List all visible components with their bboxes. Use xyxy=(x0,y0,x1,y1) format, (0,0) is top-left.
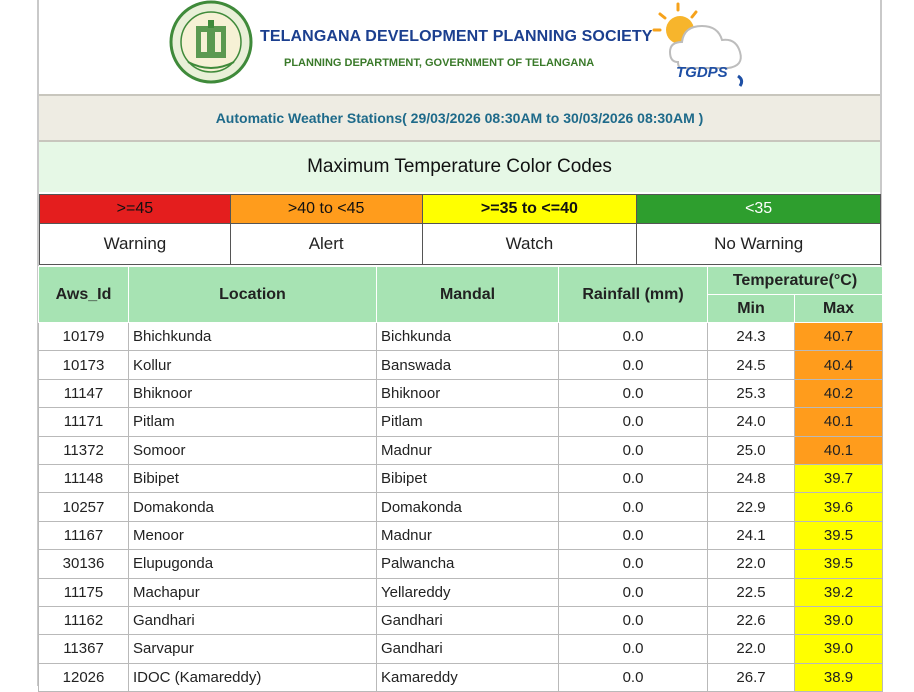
cell-rainfall: 0.0 xyxy=(559,550,708,578)
cell-max: 39.0 xyxy=(795,606,883,634)
cell-location: Kollur xyxy=(129,351,377,379)
cell-rainfall: 0.0 xyxy=(559,408,708,436)
table-row xyxy=(39,351,883,379)
cell-min: 24.0 xyxy=(708,408,795,436)
cell-aws-id: 11148 xyxy=(39,464,129,492)
org-title: TELANGANA DEVELOPMENT PLANNING SOCIETY xyxy=(260,28,653,45)
table-row xyxy=(39,521,883,549)
cell-mandal: Madnur xyxy=(377,521,559,549)
cell-aws-id: 11167 xyxy=(39,521,129,549)
cell-location: Bhichkunda xyxy=(129,323,377,351)
code-range-no-warning: <35 xyxy=(637,195,881,224)
cell-aws-id: 11367 xyxy=(39,635,129,663)
cell-location: Sarvapur xyxy=(129,635,377,663)
cell-mandal: Bibipet xyxy=(377,464,559,492)
color-codes-title: Maximum Temperature Color Codes xyxy=(39,142,880,192)
weather-table xyxy=(38,266,883,692)
cell-max: 38.9 xyxy=(795,663,883,691)
cell-location: Elupugonda xyxy=(129,550,377,578)
cell-aws-id: 11171 xyxy=(39,408,129,436)
cell-min: 22.0 xyxy=(708,635,795,663)
cell-rainfall: 0.0 xyxy=(559,521,708,549)
header-temperature: Temperature(°C) xyxy=(708,267,883,295)
cell-location: Domakonda xyxy=(129,493,377,521)
cell-mandal: Kamareddy xyxy=(377,663,559,691)
cell-location: Machapur xyxy=(129,578,377,606)
cell-location: Menoor xyxy=(129,521,377,549)
cell-aws-id: 12026 xyxy=(39,663,129,691)
cell-aws-id: 11162 xyxy=(39,606,129,634)
telangana-emblem-icon xyxy=(166,0,256,84)
header-rainfall: Rainfall (mm) xyxy=(559,267,708,323)
cell-aws-id: 10173 xyxy=(39,351,129,379)
cell-location: IDOC (Kamareddy) xyxy=(129,663,377,691)
cell-mandal: Banswada xyxy=(377,351,559,379)
code-range-watch: >=35 to <=40 xyxy=(422,195,637,224)
cell-max: 40.2 xyxy=(795,379,883,407)
cell-mandal: Bhiknoor xyxy=(377,379,559,407)
cell-location: Pitlam xyxy=(129,408,377,436)
cell-min: 24.8 xyxy=(708,464,795,492)
cell-mandal: Bichkunda xyxy=(377,323,559,351)
cell-rainfall: 0.0 xyxy=(559,635,708,663)
cell-min: 25.3 xyxy=(708,379,795,407)
cell-rainfall: 0.0 xyxy=(559,436,708,464)
cell-max: 40.1 xyxy=(795,408,883,436)
cell-max: 39.0 xyxy=(795,635,883,663)
cell-aws-id: 11175 xyxy=(39,578,129,606)
header-aws-id: Aws_Id xyxy=(39,267,129,323)
table-row xyxy=(39,408,883,436)
table-row xyxy=(39,436,883,464)
cell-min: 24.1 xyxy=(708,521,795,549)
code-label-alert: Alert xyxy=(230,224,422,265)
org-subtitle: PLANNING DEPARTMENT, GOVERNMENT OF TELANGANA xyxy=(284,57,595,69)
cell-min: 22.6 xyxy=(708,606,795,634)
cell-rainfall: 0.0 xyxy=(559,379,708,407)
cell-aws-id: 10179 xyxy=(39,323,129,351)
cell-aws-id: 11147 xyxy=(39,379,129,407)
cell-max: 39.7 xyxy=(795,464,883,492)
table-row xyxy=(39,379,883,407)
cell-mandal: Yellareddy xyxy=(377,578,559,606)
cell-location: Bhiknoor xyxy=(129,379,377,407)
cell-mandal: Gandhari xyxy=(377,635,559,663)
cell-min: 22.9 xyxy=(708,493,795,521)
cell-min: 25.0 xyxy=(708,436,795,464)
cell-location: Gandhari xyxy=(129,606,377,634)
cell-min: 24.5 xyxy=(708,351,795,379)
header-location: Location xyxy=(129,267,377,323)
cell-max: 39.5 xyxy=(795,550,883,578)
cell-max: 39.6 xyxy=(795,493,883,521)
cell-location: Bibipet xyxy=(129,464,377,492)
cell-max: 39.5 xyxy=(795,521,883,549)
header xyxy=(0,0,914,95)
cell-rainfall: 0.0 xyxy=(559,493,708,521)
code-label-no-warning: No Warning xyxy=(637,224,881,265)
cell-rainfall: 0.0 xyxy=(559,464,708,492)
table-row xyxy=(39,493,883,521)
aws-banner: Automatic Weather Stations( 29/03/2026 08:30AM to 30/03/2026 08:30AM ) xyxy=(39,94,880,142)
code-label-watch: Watch xyxy=(422,224,637,265)
table-row xyxy=(39,323,883,351)
cell-aws-id: 10257 xyxy=(39,493,129,521)
cell-min: 26.7 xyxy=(708,663,795,691)
code-label-warning: Warning xyxy=(40,224,231,265)
table-row xyxy=(39,464,883,492)
cell-rainfall: 0.0 xyxy=(559,663,708,691)
cell-mandal: Palwancha xyxy=(377,550,559,578)
cell-min: 22.5 xyxy=(708,578,795,606)
cell-location: Somoor xyxy=(129,436,377,464)
header-min: Min xyxy=(708,295,795,323)
cell-aws-id: 30136 xyxy=(39,550,129,578)
table-row xyxy=(39,606,883,634)
code-range-warning: >=45 xyxy=(40,195,231,224)
cell-rainfall: 0.0 xyxy=(559,578,708,606)
weather-rows xyxy=(39,323,883,692)
cell-aws-id: 11372 xyxy=(39,436,129,464)
cell-rainfall: 0.0 xyxy=(559,606,708,634)
cell-min: 24.3 xyxy=(708,323,795,351)
table-row xyxy=(39,578,883,606)
cell-rainfall: 0.0 xyxy=(559,351,708,379)
color-codes-table xyxy=(39,194,881,265)
cell-max: 39.2 xyxy=(795,578,883,606)
cell-mandal: Madnur xyxy=(377,436,559,464)
header-max: Max xyxy=(795,295,883,323)
code-range-alert: >40 to <45 xyxy=(230,195,422,224)
header-mandal: Mandal xyxy=(377,267,559,323)
table-row xyxy=(39,663,883,691)
cell-rainfall: 0.0 xyxy=(559,323,708,351)
cell-mandal: Pitlam xyxy=(377,408,559,436)
table-row xyxy=(39,635,883,663)
cell-mandal: Domakonda xyxy=(377,493,559,521)
cell-max: 40.4 xyxy=(795,351,883,379)
tgdps-logo-text: TGDPS xyxy=(676,64,728,81)
cell-mandal: Gandhari xyxy=(377,606,559,634)
cell-min: 22.0 xyxy=(708,550,795,578)
cell-max: 40.1 xyxy=(795,436,883,464)
table-row xyxy=(39,550,883,578)
cell-max: 40.7 xyxy=(795,323,883,351)
